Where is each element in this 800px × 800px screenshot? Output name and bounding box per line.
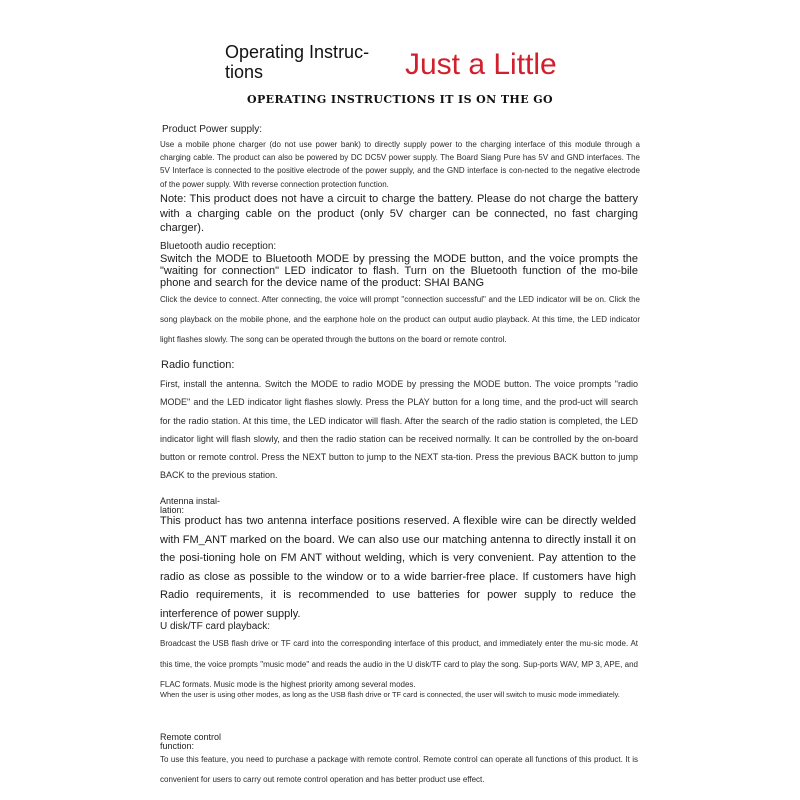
udisk-heading: U disk/TF card playback: (160, 621, 271, 632)
radio-heading: Radio function: (161, 359, 235, 371)
udisk-text: Broadcast the USB flash drive or TF card into the corresponding interface of this product, and immediately enter the mu-sic mode. At this time, the voice prompts "music mode" and reads the audio in the U disk/TF card to play the song. Sup-ports WAV, MP 3, APE, and FLAC formats. Music mode is the highest priority among several modes. (160, 639, 638, 689)
bluetooth-details: Click the device to connect. After connecting, the voice will prompt "connection successful" and the LED indicator will be on. Click the song playback on the mobile phone, and the earphone hole on the product can output audio playback. At this time, the LED indicator light flashes slowly. The song can be operated through the buttons on the board or remote control. (160, 295, 640, 344)
slogan: Just a Little (405, 48, 557, 81)
bluetooth-heading: Bluetooth audio reception: (160, 241, 277, 252)
udisk-note: When the user is using other modes, as long as the USB flash drive or TF card is connected, the user will switch to music mode immediately. (160, 690, 620, 699)
antenna-heading: Antenna instal- lation: (160, 496, 221, 515)
power-supply-note: Note: This product does not have a circuit to charge the battery. Please do not charge the battery with a charging cable on the product (only 5V charger can be connected, no fast charging charger). (160, 193, 638, 234)
radio-text: First, install the antenna. Switch the MODE to radio MODE by pressing the MODE button. The voice prompts "radio MODE" and the LED indicator light flashes slowly. Press the PLAY button for a long time, and the prod-uct will search for the radio station. At this time, the LED indicator will flash. After the search of the radio station is completed, the LED indicator light will flash slowly, and then the radio station can be received normally. It can be controlled by the on-board button or remote control. Press the NEXT button to jump to the NEXT sta-tion. Press the previous BACK button to jump BACK to the previous station. (160, 379, 638, 481)
antenna-text: This product has two antenna interface positions reserved. A flexible wire can be directly welded with FM_ANT marked on the board. We can also use our matching antenna to directly install it on the posi-tioning hole on FM ANT without welding, which is very convenient. Pay attention to the radio as close as possible to the window or to a wide barrier-free place. If customers have high Radio requirements, it is recommended to use batteries for power supply to reduce the interference of power supply. (160, 515, 636, 620)
page-title: Operating Instruc- tions (225, 42, 370, 82)
bluetooth-text: Switch the MODE to Bluetooth MODE by pressing the MODE button, and the voice prompts the "waiting for connection" LED indicator to flash. Turn on the Bluetooth function of the mo-bile phone and search for the device name of the product: SHAI BANG (160, 253, 638, 289)
subtitle: OPERATING INSTRUCTIONS IT IS ON THE GO (247, 93, 553, 106)
power-supply-heading: Product Power supply: (162, 124, 263, 135)
power-supply-text: Use a mobile phone charger (do not use power bank) to directly supply power to the charging interface of this module through a charging cable. The product can also be powered by DC DC5V power supply. The Board Siang Pure has 5V and GND interfaces. The 5V Interface is connected to the positive electrode of the power supply, and the GND interface is con-nected to the negative electrode of the power supply. With reverse connection protection function. (160, 140, 640, 189)
remote-text: To use this feature, you need to purchase a package with remote control. Remote control can operate all functions of this product. It is convenient for users to carry out remote control operation and has better product use effect. (160, 755, 638, 784)
remote-heading: Remote control function: (160, 732, 222, 751)
